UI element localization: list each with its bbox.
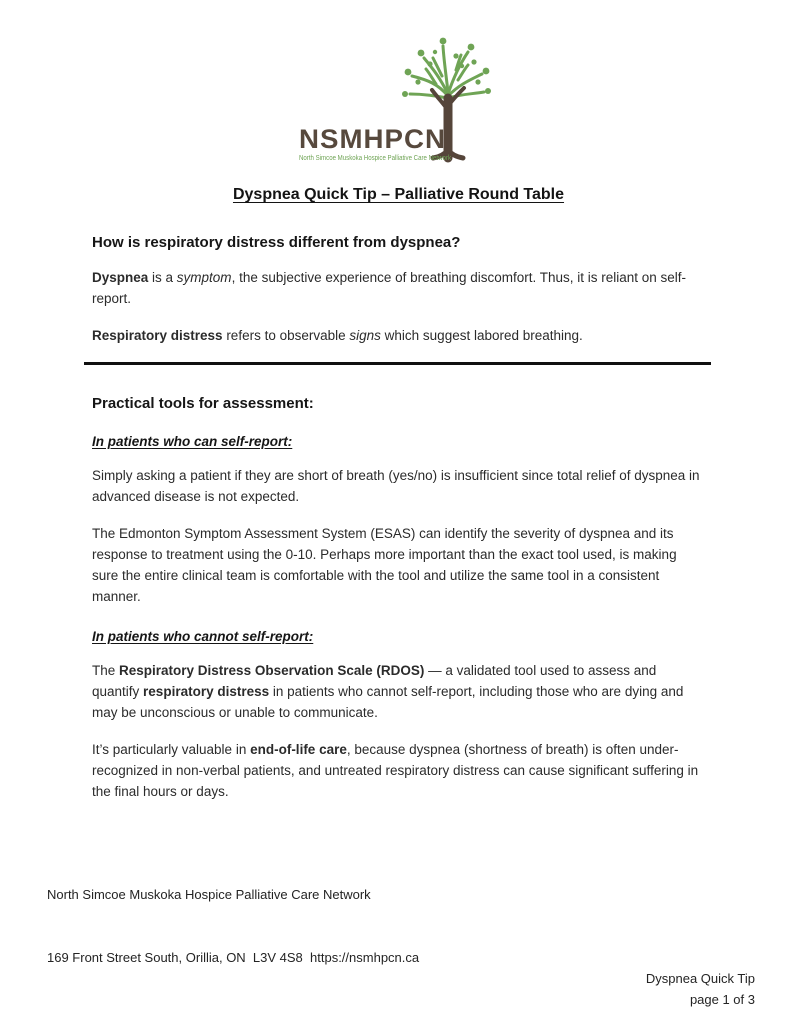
section-heading-practical-tools: Practical tools for assessment: (92, 395, 314, 412)
paragraph-respiratory-distress-definition: Respiratory distress refers to observable signs which suggest labored breathing. (92, 328, 583, 343)
subheading-cannot-self-report: In patients who cannot self-report: (92, 629, 314, 644)
document-title: Dyspnea Quick Tip – Palliative Round Table (232, 186, 565, 203)
tree-logo-icon (298, 36, 493, 164)
footer-page-number: page 1 of 3 (689, 992, 755, 1007)
section-heading-respiratory-vs-dyspnea: How is respiratory distress different from dyspnea? (92, 234, 461, 251)
paragraph-rdos: The Respiratory Distress Observation Scale (RDOS) — a validated tool used to assess and quantify respiratory distress in patients who cannot self-report, including those who are dying and may be unconscious or unable to communicate. (92, 663, 684, 720)
paragraph-simply-asking: Simply asking a patient if they are short of breath (yes/no) is insufficient since total relief of dyspnea in advanced disease is not expected. (92, 468, 700, 504)
nsmhpcn-logo (0, 0, 791, 164)
paragraph-dyspnea-definition: Dyspnea is a symptom, the subjective experience of breathing discomfort. Thus, it is reliant on self-report. (92, 270, 687, 306)
subheading-can-self-report: In patients who can self-report: (92, 434, 293, 449)
document-body (0, 186, 791, 802)
footer-doc-title: Dyspnea Quick Tip (645, 971, 755, 986)
logo-tagline: North Simcoe Muskoka Hospice Palliative Care Network (299, 155, 452, 162)
section-divider (84, 362, 711, 365)
footer-address: 169 Front Street South, Orillia, ON L3V 4S8 https://nsmhpcn.ca (47, 950, 420, 965)
paragraph-esas: The Edmonton Symptom Assessment System (ESAS) can identify the severity of dyspnea and its response to treatment using the 0-10. Perhaps more important than the exact tool used, is making sure the entire clinical team is comfortable with the tool and utilize the same tool in a consistent manner. (92, 526, 677, 604)
page-footer (47, 842, 755, 1010)
footer-org-name: North Simcoe Muskoka Hospice Palliative Care Network (47, 887, 371, 902)
footer-doc-block (646, 968, 755, 1010)
footer-org-block (47, 842, 419, 1010)
logo-acronym: NSMHPCN (299, 124, 446, 154)
paragraph-end-of-life-care: It’s particularly valuable in end-of-life care, because dyspnea (shortness of breath) is often under-recognized in non-verbal patients, and untreated respiratory distress can cause significant suffering in the final hours or days. (92, 742, 699, 799)
